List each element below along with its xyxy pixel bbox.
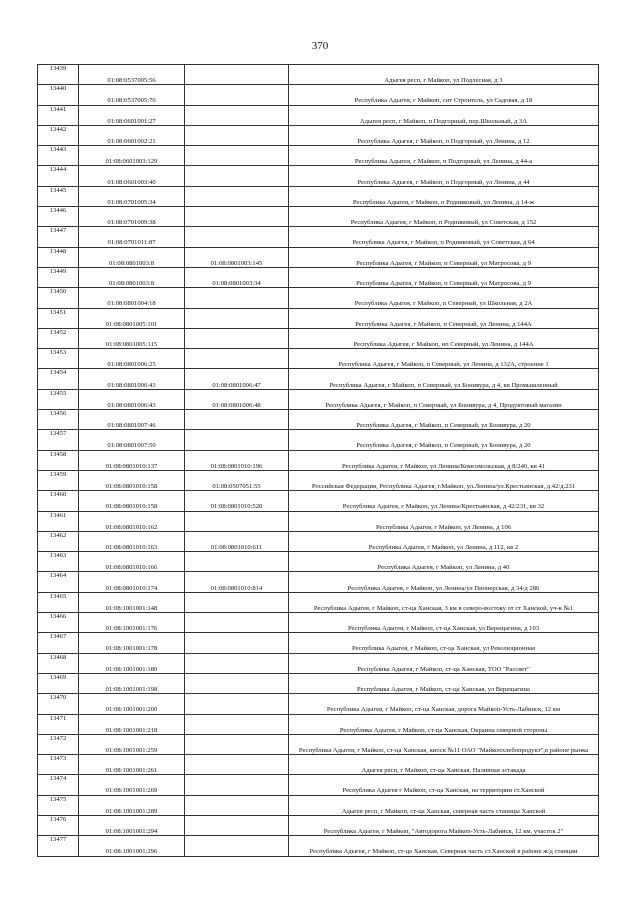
registry-table <box>37 64 599 857</box>
table-row <box>38 613 599 633</box>
related-cadastral-number-cell <box>185 775 289 795</box>
row-number-cell: 13459 <box>38 470 79 490</box>
related-cadastral-number-cell <box>185 511 289 531</box>
table-row <box>38 694 599 714</box>
cadastral-number-cell: 01:08:0801005:101 <box>79 308 185 328</box>
table-row <box>38 207 599 227</box>
address-cell: Российская Федерация, Республика Адыгея, г.Майкоп, ул.Ленина/ул.Крестьянская, д.42/д.231 <box>289 470 599 490</box>
table-row <box>38 186 599 206</box>
address-cell: Республика Адыгея, г Майкоп, п Родниковый, ул Ленина, д 14-ж <box>289 186 599 206</box>
related-cadastral-number-cell: 01:08:0801010:520 <box>185 491 289 511</box>
related-cadastral-number-cell <box>185 795 289 815</box>
cadastral-number-cell: 01:08:0801010:163 <box>79 531 185 551</box>
address-cell: Республика Адыгея, г Майкоп, ул Ленина/Крестьянская, д 42/231, кв 32 <box>289 491 599 511</box>
address-cell: Республика Адыгея, г Майкоп, ул Ленина, д 112, кв 2 <box>289 531 599 551</box>
cadastral-number-cell: 01:08:1001001:198 <box>79 673 185 693</box>
cadastral-number-cell: 01:08:1001001:294 <box>79 815 185 835</box>
table-row <box>38 491 599 511</box>
address-cell: Республика Адыгея, г Майкоп, ст-ца Ханская, ул Верещагина, д 103 <box>289 613 599 633</box>
row-number-cell: 13452 <box>38 328 79 348</box>
cadastral-number-cell: 01:08:1001001:289 <box>79 795 185 815</box>
row-number-cell: 13468 <box>38 653 79 673</box>
cadastral-number-cell: 01:08:1001001:148 <box>79 592 185 612</box>
cadastral-number-cell: 01:08:0801010:162 <box>79 511 185 531</box>
row-number-cell: 13472 <box>38 734 79 754</box>
address-cell: Республика Адыгея, г Майкоп, ст-ца Ханская, ул Революционная <box>289 633 599 653</box>
cadastral-number-cell: 01:08:0801010:166 <box>79 552 185 572</box>
table-row <box>38 288 599 308</box>
row-number-cell: 13470 <box>38 694 79 714</box>
cadastral-number-cell: 01:08:0701011:87 <box>79 227 185 247</box>
table-row <box>38 714 599 734</box>
related-cadastral-number-cell: 01:08:0801010:814 <box>185 572 289 592</box>
related-cadastral-number-cell <box>185 125 289 145</box>
related-cadastral-number-cell <box>185 186 289 206</box>
row-number-cell: 13458 <box>38 450 79 470</box>
row-number-cell: 13457 <box>38 430 79 450</box>
address-cell: Адыгея респ, г Майкоп, ст-ца Ханская, Наливная эстакада <box>289 755 599 775</box>
table-row <box>38 389 599 409</box>
related-cadastral-number-cell <box>185 328 289 348</box>
address-cell: Республика Адыгея, г Майкоп, п Подгорный, ул Ленина, д 44 <box>289 166 599 186</box>
row-number-cell: 13447 <box>38 227 79 247</box>
related-cadastral-number-cell <box>185 613 289 633</box>
cadastral-number-cell: 01:08:0701005:34 <box>79 186 185 206</box>
table-row <box>38 65 599 85</box>
address-cell: Республика Адыгея, г Майкоп, ул Ленина, д 40 <box>289 552 599 572</box>
address-cell: Республика Адыгея, г Майкоп, п Северный, ул Бонивура, д 20 <box>289 410 599 430</box>
address-cell: Республика Адыгея, г Майкоп, п Родниковый, ул Советская, д 64 <box>289 227 599 247</box>
row-number-cell: 13440 <box>38 85 79 105</box>
cadastral-number-cell: 01:08:0601003:40 <box>79 166 185 186</box>
table-row <box>38 430 599 450</box>
related-cadastral-number-cell: 01:08:0507051:55 <box>185 470 289 490</box>
row-number-cell: 13448 <box>38 247 79 267</box>
related-cadastral-number-cell: 01:08:0801010:611 <box>185 531 289 551</box>
address-cell: Республика Адыгея, г Майкоп, п Родниковый, ул Советская, д 152 <box>289 207 599 227</box>
page-number: 370 <box>311 40 329 52</box>
related-cadastral-number-cell <box>185 288 289 308</box>
table-row <box>38 410 599 430</box>
related-cadastral-number-cell <box>185 105 289 125</box>
table-row <box>38 166 599 186</box>
address-cell: Адыгея респ, г Майкоп, п Подгорный, пер.Школьный, д 3А <box>289 105 599 125</box>
cadastral-number-cell: 01:08:0801010:158 <box>79 491 185 511</box>
cadastral-number-cell: 01:08:1001001:261 <box>79 755 185 775</box>
related-cadastral-number-cell <box>185 410 289 430</box>
related-cadastral-number-cell <box>185 552 289 572</box>
address-cell: Республика Адыгея, г Майкоп, п Северный, ул Матросова, д 9 <box>289 247 599 267</box>
table-row <box>38 146 599 166</box>
address-cell: Республика Адыгея, г Майкоп, ст-ца Ханская, ул Верещагина <box>289 673 599 693</box>
table-row <box>38 328 599 348</box>
address-cell: Республика Адыгея, г Майкоп, п Северный, ул Ленина, д 144А <box>289 308 599 328</box>
table-row <box>38 755 599 775</box>
table-row <box>38 85 599 105</box>
cadastral-number-cell: 01:08:1001001:176 <box>79 613 185 633</box>
cadastral-number-cell: 01:08:1001001:296 <box>79 836 185 856</box>
row-number-cell: 13444 <box>38 166 79 186</box>
table-row <box>38 633 599 653</box>
row-number-cell: 13466 <box>38 613 79 633</box>
cadastral-number-cell: 01:08:0801007:50 <box>79 430 185 450</box>
cadastral-number-cell: 01:08:1001001:178 <box>79 633 185 653</box>
address-cell: Республика Адыгея, г Майкоп, п Северный, ул Бонивура, д 20 <box>289 430 599 450</box>
cadastral-number-cell: 01:08:0537005:56 <box>79 65 185 85</box>
table-row <box>38 673 599 693</box>
table-row <box>38 247 599 267</box>
cadastral-number-cell: 01:08:0801003:8 <box>79 247 185 267</box>
address-cell: Республика Адыгея, г Майкоп, ст-ца Ханская, киоск №11 ОАО "Майкопхлебопродукт",в районе рынка <box>289 734 599 754</box>
address-cell: Республика Адыгея, г Майкоп, п Северный, ул Бонивура, д 4, кв Промышленный <box>289 369 599 389</box>
related-cadastral-number-cell: 01:08:0801003:34 <box>185 267 289 287</box>
related-cadastral-number-cell <box>185 836 289 856</box>
address-cell: Республика Адыгея, г Майкоп, ул Ленина/Комсомольская, д 8/240, кв 41 <box>289 450 599 470</box>
table-row <box>38 836 599 856</box>
table-row <box>38 125 599 145</box>
table-row <box>38 795 599 815</box>
row-number-cell: 13476 <box>38 815 79 835</box>
table-row <box>38 572 599 592</box>
cadastral-number-cell: 01:08:0801003:8 <box>79 267 185 287</box>
cadastral-number-cell: 01:08:0601002:21 <box>79 125 185 145</box>
cadastral-number-cell: 01:08:0701009:38 <box>79 207 185 227</box>
related-cadastral-number-cell <box>185 653 289 673</box>
table-row <box>38 511 599 531</box>
related-cadastral-number-cell <box>185 166 289 186</box>
table-row <box>38 450 599 470</box>
row-number-cell: 13446 <box>38 207 79 227</box>
row-number-cell: 13442 <box>38 125 79 145</box>
cadastral-number-cell: 01:08:0601003:129 <box>79 146 185 166</box>
address-cell: Адыгея респ, г Майкоп, ул Подлесная, д 3 <box>289 65 599 85</box>
row-number-cell: 13469 <box>38 673 79 693</box>
table-row <box>38 775 599 795</box>
row-number-cell: 13460 <box>38 491 79 511</box>
cadastral-number-cell: 01:08:1001001:200 <box>79 694 185 714</box>
address-cell: Республика Адыгея, г Майкоп, снт Строитель, ул Садовая, д 18 <box>289 85 599 105</box>
address-cell: Республика Адыгея, г Майкоп, ст-ца Ханская, ТОО "Рассвет" <box>289 653 599 673</box>
address-cell: Республика Адыгея, г Майкоп, ст-ца Ханская, 3 км в северо-востоку от ст Ханской, уч-к №1 <box>289 592 599 612</box>
table-row <box>38 267 599 287</box>
row-number-cell: 13453 <box>38 349 79 369</box>
table-row <box>38 105 599 125</box>
address-cell: Республика Адыгея, г Майкоп, п Северный, ул Бонивура, д 4, Продуктовый магазин <box>289 389 599 409</box>
address-cell: Республика Адыгея, г Майкоп, п Северный, ул Ленина, д 132А, строение 1 <box>289 349 599 369</box>
table-row <box>38 815 599 835</box>
row-number-cell: 13477 <box>38 836 79 856</box>
table-row <box>38 227 599 247</box>
address-cell: Республика Адыгея, г Майкоп, п Северный, ул Матросова, д 9 <box>289 267 599 287</box>
related-cadastral-number-cell <box>185 85 289 105</box>
row-number-cell: 13463 <box>38 552 79 572</box>
row-number-cell: 13439 <box>38 65 79 85</box>
cadastral-number-cell: 01:08:0801006:43 <box>79 369 185 389</box>
related-cadastral-number-cell <box>185 146 289 166</box>
table-row <box>38 592 599 612</box>
address-cell: Республика Адыгея, г Майкоп, п Подгорный, ул Ленина, д 12 <box>289 125 599 145</box>
related-cadastral-number-cell: 01:08:0801006:48 <box>185 389 289 409</box>
related-cadastral-number-cell <box>185 430 289 450</box>
related-cadastral-number-cell <box>185 207 289 227</box>
cadastral-number-cell: 01:08:0801006:43 <box>79 389 185 409</box>
row-number-cell: 13456 <box>38 410 79 430</box>
cadastral-number-cell: 01:08:0801010:137 <box>79 450 185 470</box>
address-cell: Республика Адыгея, г Майкоп, ул Ленина, д 106 <box>289 511 599 531</box>
address-cell: Адыгея респ, г Майкоп, ст-ца Ханская, северная часть станицы Ханской <box>289 795 599 815</box>
related-cadastral-number-cell <box>185 694 289 714</box>
related-cadastral-number-cell: 01:08:0801003:145 <box>185 247 289 267</box>
registry-table-body <box>38 65 599 857</box>
table-row <box>38 734 599 754</box>
address-cell: Республика Адыгея, г Майкоп, п Подгорный, ул Ленина, д 44-а <box>289 146 599 166</box>
cadastral-number-cell: 01:08:1001001:180 <box>79 653 185 673</box>
related-cadastral-number-cell <box>185 308 289 328</box>
related-cadastral-number-cell <box>185 815 289 835</box>
table-row <box>38 349 599 369</box>
row-number-cell: 13450 <box>38 288 79 308</box>
cadastral-number-cell: 01:08:0537005:76 <box>79 85 185 105</box>
table-row <box>38 531 599 551</box>
cadastral-number-cell: 01:08:0801005:115 <box>79 328 185 348</box>
cadastral-number-cell: 01:08:0801007:46 <box>79 410 185 430</box>
cadastral-number-cell: 01:08:0801004:18 <box>79 288 185 308</box>
cadastral-number-cell: 01:08:1001001:259 <box>79 734 185 754</box>
row-number-cell: 13451 <box>38 308 79 328</box>
table-row <box>38 470 599 490</box>
address-cell: Республика Адыгея, г Майкоп, ул Ленина/ул Пионерская, д 34/д 286 <box>289 572 599 592</box>
cadastral-number-cell: 01:08:1001001:269 <box>79 775 185 795</box>
related-cadastral-number-cell <box>185 65 289 85</box>
row-number-cell: 13464 <box>38 572 79 592</box>
row-number-cell: 13473 <box>38 755 79 775</box>
cadastral-number-cell: 01:08:0801010:158 <box>79 470 185 490</box>
row-number-cell: 13454 <box>38 369 79 389</box>
row-number-cell: 13475 <box>38 795 79 815</box>
row-number-cell: 13471 <box>38 714 79 734</box>
address-cell: Республика Адыгея, г Майкоп, п Северный, ул Школьная, д 2А <box>289 288 599 308</box>
table-row <box>38 552 599 572</box>
related-cadastral-number-cell <box>185 349 289 369</box>
related-cadastral-number-cell <box>185 755 289 775</box>
row-number-cell: 13441 <box>38 105 79 125</box>
table-row <box>38 369 599 389</box>
row-number-cell: 13474 <box>38 775 79 795</box>
address-cell: Республика Адыгея г Майкоп, ст-ца Ханская, на территории ст.Ханской <box>289 775 599 795</box>
cadastral-number-cell: 01:08:0801010:174 <box>79 572 185 592</box>
address-cell: Республика Адыгея, г Майкоп, ст-ца Ханская, Окраина северной стороны <box>289 714 599 734</box>
cadastral-number-cell: 01:08:0601001:27 <box>79 105 185 125</box>
table-row <box>38 653 599 673</box>
row-number-cell: 13465 <box>38 592 79 612</box>
row-number-cell: 13445 <box>38 186 79 206</box>
address-cell: Республика Адыгея, г Майкоп, нп Северный, ул Ленина, д 144А <box>289 328 599 348</box>
cadastral-number-cell: 01:08:1001001:218 <box>79 714 185 734</box>
row-number-cell: 13467 <box>38 633 79 653</box>
address-cell: Республика Адыгея, г Майкоп, ст-ца Ханская, дорога Майкоп-Усть-Лабинск, 12 км <box>289 694 599 714</box>
table-row <box>38 308 599 328</box>
address-cell: Республика Адыгея, г Майкоп, "Автодорога Майкоп-Усть-Лабинск, 12 км, участок 2" <box>289 815 599 835</box>
row-number-cell: 13462 <box>38 531 79 551</box>
related-cadastral-number-cell <box>185 592 289 612</box>
row-number-cell: 13449 <box>38 267 79 287</box>
related-cadastral-number-cell <box>185 734 289 754</box>
related-cadastral-number-cell: 01:08:0801010:196 <box>185 450 289 470</box>
related-cadastral-number-cell <box>185 673 289 693</box>
related-cadastral-number-cell: 01:08:0801006:47 <box>185 369 289 389</box>
cadastral-number-cell: 01:08:0801006:25 <box>79 349 185 369</box>
related-cadastral-number-cell <box>185 227 289 247</box>
related-cadastral-number-cell <box>185 714 289 734</box>
address-cell: Республика Адыгея, г Майкоп, ст-ца Ханская, Северная часть ст.Ханской в районе ж/д станции <box>289 836 599 856</box>
row-number-cell: 13461 <box>38 511 79 531</box>
row-number-cell: 13455 <box>38 389 79 409</box>
row-number-cell: 13443 <box>38 146 79 166</box>
related-cadastral-number-cell <box>185 633 289 653</box>
